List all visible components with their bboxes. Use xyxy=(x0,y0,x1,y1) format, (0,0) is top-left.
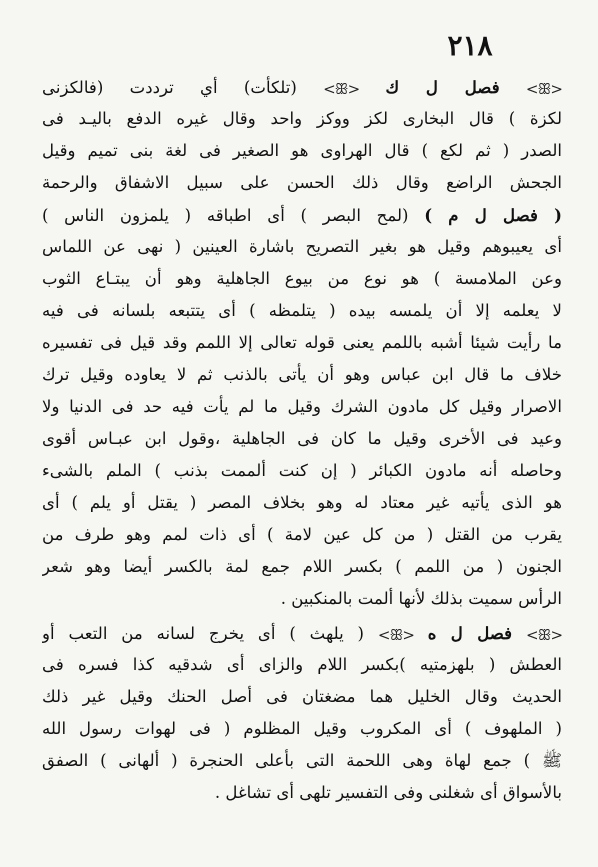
text-line-3 xyxy=(42,136,562,166)
text-line-9 xyxy=(42,328,562,358)
section-heading: فصل ل ه xyxy=(427,623,513,643)
line-text: العطش ( بلهزمتيه )بكسر اللام والزاى أى شدقيه كذا فسره فى xyxy=(42,655,562,674)
line-text: هو الذى يأتيه غير معتاد له وهو بخلاف المصر ( يقتل أو يلم ) أى xyxy=(42,493,562,512)
text-line-14 xyxy=(42,488,562,518)
line-text: الحديث وقال الخليل هما مضغتان فى أصل الحنك وقيل غير ذلك xyxy=(42,687,562,706)
text-line-21 xyxy=(42,714,562,744)
line-text: الجحش الراضع وقال ذلك الحسن على سبيل الاشفاق والرحمة xyxy=(42,173,562,192)
line-text: وعيد فى الأخرى وقيل ما كان فى الجاهلية ،وقول ابن عبـاس أقوى xyxy=(42,429,562,448)
line-text: ( الملهوف ) أى المكروب وقيل المظلوم ( فى لهوات رسول الله xyxy=(42,719,562,738)
line-text: الاصرار وقيل كل مادون الشرك وقيل ما لم يأت فيه حد فى الدنيا ولا xyxy=(42,397,562,416)
line-text: لكزة ) قال البخارى لكز ووكز واحد وقال غيره الدفع باليـد فى xyxy=(42,109,562,128)
text-line-5 xyxy=(42,200,562,230)
section-heading: فصل ل ك xyxy=(385,77,500,97)
line-text: (لمح البصر ) أى اطباقه ( يلمزون الناس ) xyxy=(42,206,409,225)
line-text: أى يعيبوهم وقيل هو بغير التصريح باشارة العينين ( نهى عن اللماس xyxy=(42,237,562,256)
line-text: لا يعلمه إلا أن يلمسه بيده ( يتلمظه ) أى يتتبعه بلسانه فى فيه xyxy=(42,301,562,320)
ornament-icon: <ꕥ> xyxy=(525,625,562,644)
text-line-23 xyxy=(42,778,562,808)
ornament-icon: <ꕥ> xyxy=(525,79,562,98)
text-line-18 xyxy=(42,618,562,648)
text-line-2 xyxy=(42,104,562,134)
ornament-icon: <ꕥ> xyxy=(377,625,414,644)
text-line-7 xyxy=(42,264,562,294)
line-text: ما رأيت شيئا أشبه باللمم يعنى قوله تعالى إلا اللمم وقد قيل فى تفسيره xyxy=(42,333,562,352)
text-line-6 xyxy=(42,232,562,262)
text-line-19 xyxy=(42,650,562,680)
line-text: خلاف ما قال ابن عباس وهو أن يأتى بالذنب ثم لا يعاوده وقيل ترك xyxy=(42,365,562,384)
text-line-20 xyxy=(42,682,562,712)
text-line-4 xyxy=(42,168,562,198)
line-text: وعن الملامسة ) هو نوع من بيوع الجاهلية وهو أن يبتـاع الثوب xyxy=(42,269,562,288)
ornament-icon: <ꕥ> xyxy=(323,79,360,98)
text-line-17 xyxy=(42,584,562,614)
line-text: الجنون ( من اللمم ) بكسر اللام جمع لمة بالكسر أيضا وهو شعر xyxy=(42,557,562,576)
text-line-8 xyxy=(42,296,562,326)
line-text: وحاصله أنه مادون الكبائر ( إن كنت ألممت بذنب ) الملم بالشىء xyxy=(42,461,562,480)
text-line-1 xyxy=(42,72,562,102)
line-text: الصدر ( ثم لكع ) قال الهراوى هو الصغير فى لغة بنى تميم وقيل xyxy=(42,141,562,160)
line-text: ﷺ ) جمع لهاة وهى اللحمة التى بأعلى الحنجرة ( ألهانى ) الصفق xyxy=(42,751,562,770)
page-number: ٢١٨ xyxy=(447,29,493,62)
text-line-11 xyxy=(42,392,562,422)
line-text: ( يلهث ) أى يخرج لسانه من التعب أو xyxy=(42,624,365,643)
section-heading: ( فصل ل م ) xyxy=(424,205,562,225)
line-text: (تلكأت) أي ترددت (فالكزنى xyxy=(42,78,297,97)
line-text: الرأس سميت بذلك لأنها ألمت بالمنكبين . xyxy=(280,589,562,608)
line-text: بالأسواق أى شغلنى وفى التفسير تلهى أى تشاغل . xyxy=(214,783,562,802)
text-line-10 xyxy=(42,360,562,390)
text-line-16 xyxy=(42,552,562,582)
text-line-12 xyxy=(42,424,562,454)
text-line-13 xyxy=(42,456,562,486)
text-line-15 xyxy=(42,520,562,550)
line-text: يقرب من القتل ( من كل عين لامة ) أى ذات لمم وهو طرف من xyxy=(42,525,562,544)
text-line-22 xyxy=(42,746,562,776)
